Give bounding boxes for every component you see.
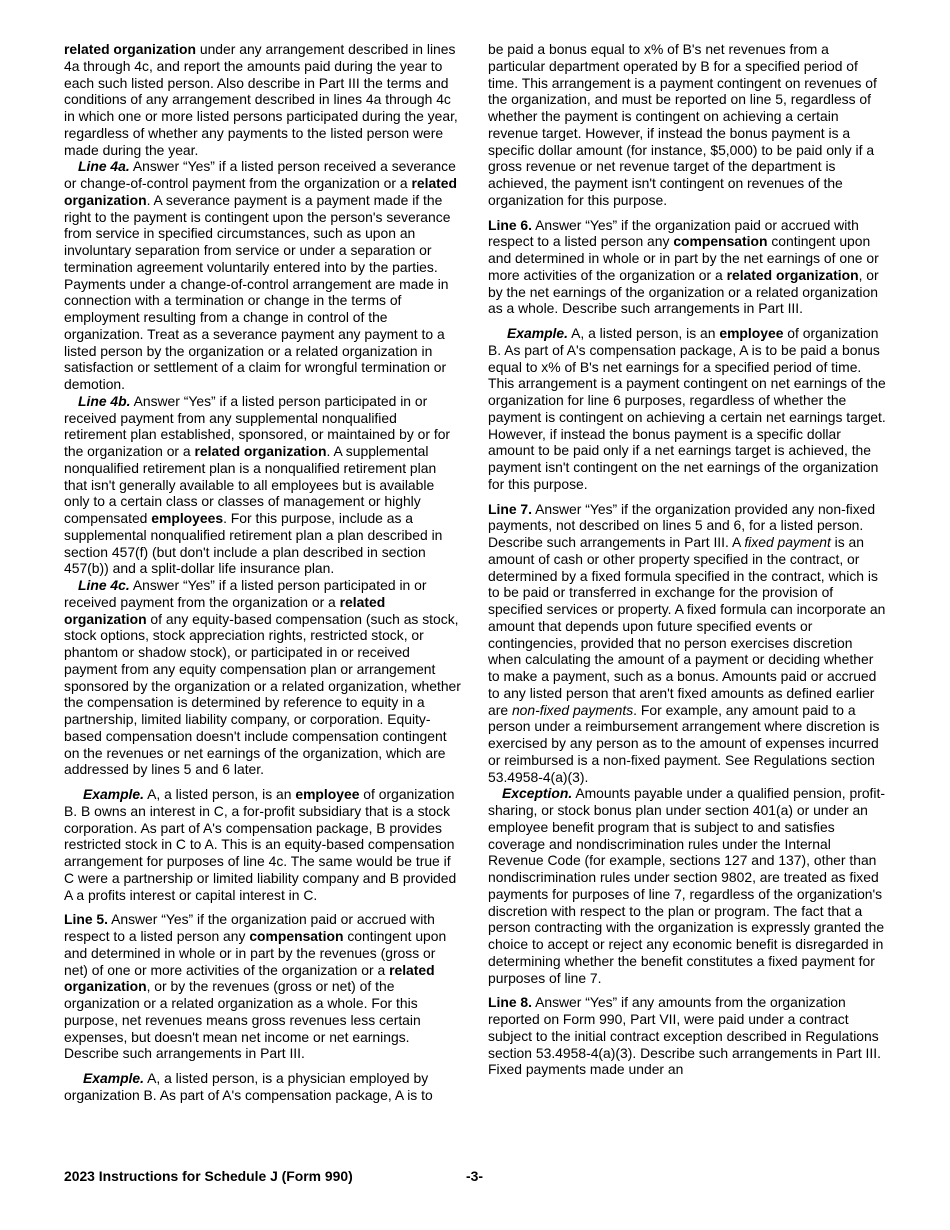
line-7-heading: Line 7.	[488, 500, 532, 517]
example-heading: Example.	[83, 1070, 144, 1086]
paragraph-line-4a: Line 4a. Answer “Yes” if a listed person received a severance or change-of-control payment from the organization or a related organization. A severance payment is a payment made if the right to the payment is contingent upon the person's severance from service in specified circumstances, such as upon an involuntary separation from service or under a separation or termination agreement voluntarily entered into by the parties. Payments under a change-of-control arrangement are made in connection with a termination or change in the terms of employment resulting from a change in control of the organization. Treat as a severance payment any payment to a listed person by the organization or a related organization in satisfaction or settlement of a claim for wrongful termination or demotion.	[64, 158, 458, 392]
footer-title: 2023 Instructions for Schedule J (Form 990)	[64, 1168, 353, 1184]
line-6-heading: Line 6.	[488, 216, 532, 233]
line-4c-heading: Line 4c.	[78, 577, 130, 593]
line-8-heading: Line 8.	[488, 994, 532, 1011]
line-5-heading: Line 5.	[64, 911, 108, 928]
page-footer	[64, 1168, 886, 1184]
right-column	[488, 41, 886, 1078]
paragraph-exception-7: Exception. Amounts payable under a qualified pension, profit-sharing, or stock bonus plan under section 401(a) or under an employee benefit program that is subject to and satisfies coverage and nondiscrimination rules under the Internal Revenue Code (for example, sections 127 and 137), other than nondiscrimination rules under section 9802, are treated as fixed payments for purposes of line 7, regardless of the organization's discretion with respect to the plan or program. The fact that a person contracting with the organization is expressly granted the choice to accept or reject any economic benefit is disregarded in determining whether the benefit constitutes a fixed payment for purposes of line 7.	[488, 785, 885, 986]
example-heading: Example.	[507, 325, 568, 341]
paragraph-example-6: Example. A, a listed person, is an employee of organization B. As part of A's compensation package, A is to be paid a bonus equal to x% of B's net earnings for a specified period of time. This arrangement is a payment contingent on net earnings of the organization for line 6 purposes, regardless of whether the payment is contingent on achieving a certain net earnings target. However, if instead the bonus payment is a specific dollar amount to be paid only if a net earnings target is achieved, the payment isn't contingent on the net earnings of the organization for this purpose.	[488, 325, 886, 492]
paragraph-line-6: Line 6. Answer “Yes” if the organization paid or accrued with respect to a listed person any compensation contingent upon and determined in whole or in part by the net earnings of one or more activities of the organization or a related organization, or by the net earnings of the organization or a related organization as a whole. Describe such arrangements in Part III.	[488, 216, 879, 317]
line-4a-heading: Line 4a.	[78, 158, 130, 175]
paragraph-line-7: Line 7. Answer “Yes” if the organization provided any non-fixed payments, not described on lines 5 and 6, for a listed person. Describe such arrangements in Part III. A fixed payment is an amount of cash or other property specified in the contract, or determined by a fixed formula specified in the contract, which is to be paid or transferred in exchange for the provision of specified services or property. A fixed formula can incorporate an amount that depends upon future specified events or contingencies, provided that no person exercises discretion when calculating the amount of a payment or deciding whether to make a payment, such as a bonus. Amounts paid or accrued to any listed person that aren't fixed amounts as defined earlier are non-fixed payments. For example, any amount paid to a person under a reimbursement arrangement where discretion is exercised by any person as to the amount of expenses incurred or reimbursed is a non-fixed payment. See Regulations section 53.4958-4(a)(3).	[488, 500, 886, 785]
exception-heading: Exception.	[502, 785, 573, 802]
paragraph-line-8: Line 8. Answer “Yes” if any amounts from the organization reported on Form 990, Part VII, were paid under a contract subject to the initial contract exception described in Regulations section 53.4958-4(a)(3). Describe such arrangements in Part III. Fixed payments made under an	[488, 994, 881, 1078]
left-column	[64, 41, 462, 1104]
paragraph-line-4c: Line 4c. Answer “Yes” if a listed person participated in or received payment from the organization or a related organization of any equity-based compensation (such as stock, stock options, stock appreciation rights, restricted stock, or phantom or shadow stock), or participated in or received payment from any equity compensation plan or arrangement sponsored by the organization or a related organization, whether the compensation is determined by reference to equity in a partnership, limited liability company, or corporation. Equity-based compensation doesn't include compensation contingent on the revenues or net earnings of the organization, which are addressed by lines 5 and 6 later.	[64, 577, 461, 778]
paragraph-example-4c: Example. A, a listed person, is an employee of organization B. B owns an interest in C, a for-profit subsidiary that is a stock corporation. As part of A's compensation package, B provides restricted stock in C to A. This is an equity-based compensation arrangement for purposes of line 4c. The same would be true if C were a partnership or limited liability company and B provided A a profits interest or capital interest in C.	[64, 786, 457, 903]
page-number: -3-	[466, 1168, 483, 1184]
paragraph-line-5: Line 5. Answer “Yes” if the organization paid or accrued with respect to a listed person any compensation contingent upon and determined in whole or in part by the revenues (gross or net) of one or more activities of the organization or a related organization, or by the revenues (gross or net) of the organization or a related organization as a whole. For this purpose, net revenues means gross revenues less certain expenses, but doesn't mean net income or net earnings. Describe such arrangements in Part III.	[64, 911, 447, 1062]
paragraph-line-4b: Line 4b. Answer “Yes” if a listed person participated in or received payment from any supplemental nonqualified retirement plan established, sponsored, or maintained by or for the organization or a related organization. A supplemental nonqualified retirement plan is a nonqualified retirement plan that isn't generally available to all employees but is available only to a certain class or classes of management or highly compensated employees. For this purpose, include as a supplemental nonqualified retirement plan a plan described in section 457(f) (but don't include a plan described in section 457(b)) and a split-dollar life insurance plan.	[64, 392, 451, 577]
paragraph-example-5-continued: be paid a bonus equal to x% of B's net revenues from a particular department operated by B for a specified period of time. This arrangement is a payment contingent on revenues of the organization, and must be reported on line 5, regardless of whether the payment is contingent on achieving a certain revenue target. However, if instead the bonus payment is a specific dollar amount (for instance, $5,000) to be paid only if a gross revenue or net revenue target of the department is achieved, the payment isn't contingent on revenues of the organization for this purpose.	[488, 41, 877, 208]
paragraph-example-5: Example. A, a listed person, is a physician employed by organization B. As part of A's compensation package, A is to	[64, 1070, 433, 1103]
line-4b-heading: Line 4b.	[78, 392, 131, 409]
example-heading: Example.	[83, 786, 144, 802]
paragraph-related-org-reporting: related organization under any arrangement described in lines 4a through 4c, and report the amounts paid during the year to each such listed person. Also describe in Part III the terms and conditions of any arrangement described in lines 4a through 4c in which one or more listed persons participated during the year, regardless of whether any payments to the listed person were made during the year.	[64, 41, 458, 158]
